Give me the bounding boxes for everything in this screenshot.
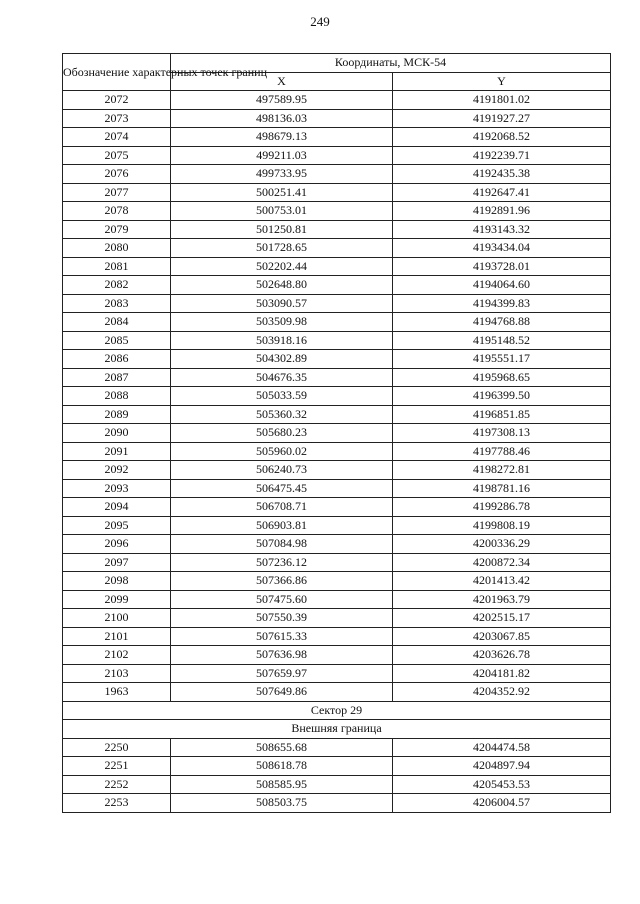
y-value-cell: 4192239.71: [393, 146, 611, 165]
boundary-label: Внешняя граница: [63, 720, 611, 739]
point-id-cell: 2074: [63, 128, 171, 147]
x-value-cell: 508618.78: [171, 757, 393, 776]
table-row: [63, 590, 611, 609]
x-value-cell: 507475.60: [171, 590, 393, 609]
y-value-cell: 4193728.01: [393, 257, 611, 276]
point-id-cell: 2079: [63, 220, 171, 239]
x-value-cell: 500251.41: [171, 183, 393, 202]
y-value-cell: 4196399.50: [393, 387, 611, 406]
point-id-cell: 2093: [63, 479, 171, 498]
table-row: [63, 738, 611, 757]
table-row: [63, 424, 611, 443]
y-value-cell: 4204474.58: [393, 738, 611, 757]
point-id-cell: 2088: [63, 387, 171, 406]
x-value-cell: 507550.39: [171, 609, 393, 628]
y-value-cell: 4192435.38: [393, 165, 611, 184]
point-id-cell: 2073: [63, 109, 171, 128]
y-column-header: Y: [393, 72, 611, 91]
table-row: [63, 794, 611, 813]
y-value-cell: 4198272.81: [393, 461, 611, 480]
y-value-cell: 4192891.96: [393, 202, 611, 221]
table-row: [63, 757, 611, 776]
table-row: [63, 572, 611, 591]
table-row: [63, 128, 611, 147]
point-id-cell: 2076: [63, 165, 171, 184]
point-id-cell: 2094: [63, 498, 171, 517]
x-value-cell: 503509.98: [171, 313, 393, 332]
y-value-cell: 4191801.02: [393, 91, 611, 110]
y-value-cell: 4204897.94: [393, 757, 611, 776]
table-row: [63, 350, 611, 369]
x-value-cell: 507615.33: [171, 627, 393, 646]
table-row: [63, 775, 611, 794]
y-value-cell: 4194399.83: [393, 294, 611, 313]
x-value-cell: 506903.81: [171, 516, 393, 535]
y-value-cell: 4197788.46: [393, 442, 611, 461]
y-value-cell: 4205453.53: [393, 775, 611, 794]
x-value-cell: 500753.01: [171, 202, 393, 221]
point-id-cell: 2252: [63, 775, 171, 794]
table-row: [63, 146, 611, 165]
y-value-cell: 4196851.85: [393, 405, 611, 424]
y-value-cell: 4201963.79: [393, 590, 611, 609]
table-row: [63, 239, 611, 258]
point-id-cell: 2090: [63, 424, 171, 443]
y-value-cell: 4192068.52: [393, 128, 611, 147]
table-row: [63, 627, 611, 646]
y-value-cell: 4191927.27: [393, 109, 611, 128]
coordinates-column-header: Координаты, МСК-54: [171, 54, 611, 73]
sector-row: [63, 701, 611, 720]
point-id-cell: 2095: [63, 516, 171, 535]
x-value-cell: 507649.86: [171, 683, 393, 702]
y-value-cell: 4195551.17: [393, 350, 611, 369]
table-row: [63, 220, 611, 239]
x-value-cell: 503090.57: [171, 294, 393, 313]
table-header: [63, 54, 611, 91]
table-row: [63, 646, 611, 665]
x-value-cell: 505360.32: [171, 405, 393, 424]
table-row: [63, 202, 611, 221]
y-value-cell: 4194768.88: [393, 313, 611, 332]
point-id-cell: 2103: [63, 664, 171, 683]
y-value-cell: 4199808.19: [393, 516, 611, 535]
point-id-cell: 2097: [63, 553, 171, 572]
table-row: [63, 461, 611, 480]
point-id-cell: 2102: [63, 646, 171, 665]
table-row: [63, 479, 611, 498]
table-row: [63, 387, 611, 406]
x-value-cell: 502648.80: [171, 276, 393, 295]
boundary-row: [63, 720, 611, 739]
x-value-cell: 498679.13: [171, 128, 393, 147]
x-value-cell: 505960.02: [171, 442, 393, 461]
table-row: [63, 405, 611, 424]
point-id-cell: 2098: [63, 572, 171, 591]
table-row: [63, 276, 611, 295]
x-value-cell: 508655.68: [171, 738, 393, 757]
point-id-cell: 2100: [63, 609, 171, 628]
x-value-cell: 506708.71: [171, 498, 393, 517]
table-row: [63, 498, 611, 517]
point-column-header: Обозначение характерных точек границ: [63, 54, 171, 91]
table-row: [63, 535, 611, 554]
x-value-cell: 507084.98: [171, 535, 393, 554]
x-value-cell: 501250.81: [171, 220, 393, 239]
table-row: [63, 91, 611, 110]
coordinates-table: [62, 53, 611, 813]
y-value-cell: 4201413.42: [393, 572, 611, 591]
sector-label: Сектор 29: [63, 701, 611, 720]
point-id-cell: 2082: [63, 276, 171, 295]
point-id-cell: 2087: [63, 368, 171, 387]
point-id-cell: 2080: [63, 239, 171, 258]
y-value-cell: 4198781.16: [393, 479, 611, 498]
y-value-cell: 4193143.32: [393, 220, 611, 239]
y-value-cell: 4199286.78: [393, 498, 611, 517]
table-body-sector: [63, 738, 611, 812]
y-value-cell: 4204181.82: [393, 664, 611, 683]
y-value-cell: 4206004.57: [393, 794, 611, 813]
x-value-cell: 506240.73: [171, 461, 393, 480]
table-row: [63, 313, 611, 332]
point-id-cell: 2096: [63, 535, 171, 554]
table-row: [63, 294, 611, 313]
x-value-cell: 508503.75: [171, 794, 393, 813]
point-id-cell: 2251: [63, 757, 171, 776]
x-value-cell: 497589.95: [171, 91, 393, 110]
point-id-cell: 2101: [63, 627, 171, 646]
table-row: [63, 516, 611, 535]
point-id-cell: 2099: [63, 590, 171, 609]
y-value-cell: 4192647.41: [393, 183, 611, 202]
point-id-cell: 2081: [63, 257, 171, 276]
y-value-cell: 4200336.29: [393, 535, 611, 554]
x-value-cell: 508585.95: [171, 775, 393, 794]
table-row: [63, 331, 611, 350]
x-value-cell: 507366.86: [171, 572, 393, 591]
point-id-cell: 1963: [63, 683, 171, 702]
table-row: [63, 664, 611, 683]
point-id-cell: 2250: [63, 738, 171, 757]
table-row: [63, 442, 611, 461]
y-value-cell: 4204352.92: [393, 683, 611, 702]
x-value-cell: 506475.45: [171, 479, 393, 498]
x-value-cell: 501728.65: [171, 239, 393, 258]
point-id-cell: 2085: [63, 331, 171, 350]
y-value-cell: 4195968.65: [393, 368, 611, 387]
x-value-cell: 505680.23: [171, 424, 393, 443]
x-value-cell: 505033.59: [171, 387, 393, 406]
section-rows: [63, 701, 611, 738]
table-row: [63, 183, 611, 202]
point-id-cell: 2091: [63, 442, 171, 461]
y-value-cell: 4193434.04: [393, 239, 611, 258]
table-row: [63, 257, 611, 276]
point-id-cell: 2084: [63, 313, 171, 332]
y-value-cell: 4203067.85: [393, 627, 611, 646]
y-value-cell: 4195148.52: [393, 331, 611, 350]
table-row: [63, 368, 611, 387]
y-value-cell: 4203626.78: [393, 646, 611, 665]
table-row: [63, 553, 611, 572]
point-id-cell: 2078: [63, 202, 171, 221]
table-body-main: [63, 91, 611, 702]
x-value-cell: 504302.89: [171, 350, 393, 369]
point-id-cell: 2092: [63, 461, 171, 480]
x-value-cell: 507636.98: [171, 646, 393, 665]
point-id-cell: 2086: [63, 350, 171, 369]
x-value-cell: 507236.12: [171, 553, 393, 572]
point-id-cell: 2083: [63, 294, 171, 313]
x-value-cell: 499211.03: [171, 146, 393, 165]
x-value-cell: 504676.35: [171, 368, 393, 387]
point-id-cell: 2077: [63, 183, 171, 202]
table-row: [63, 165, 611, 184]
point-id-cell: 2089: [63, 405, 171, 424]
x-column-header: X: [171, 72, 393, 91]
point-id-cell: 2072: [63, 91, 171, 110]
point-id-cell: 2075: [63, 146, 171, 165]
y-value-cell: 4194064.60: [393, 276, 611, 295]
x-value-cell: 502202.44: [171, 257, 393, 276]
page-number: 249: [310, 14, 330, 29]
y-value-cell: 4202515.17: [393, 609, 611, 628]
x-value-cell: 499733.95: [171, 165, 393, 184]
table-row: [63, 683, 611, 702]
y-value-cell: 4197308.13: [393, 424, 611, 443]
x-value-cell: 503918.16: [171, 331, 393, 350]
x-value-cell: 498136.03: [171, 109, 393, 128]
y-value-cell: 4200872.34: [393, 553, 611, 572]
table-row: [63, 109, 611, 128]
x-value-cell: 507659.97: [171, 664, 393, 683]
table-row: [63, 609, 611, 628]
point-id-cell: 2253: [63, 794, 171, 813]
